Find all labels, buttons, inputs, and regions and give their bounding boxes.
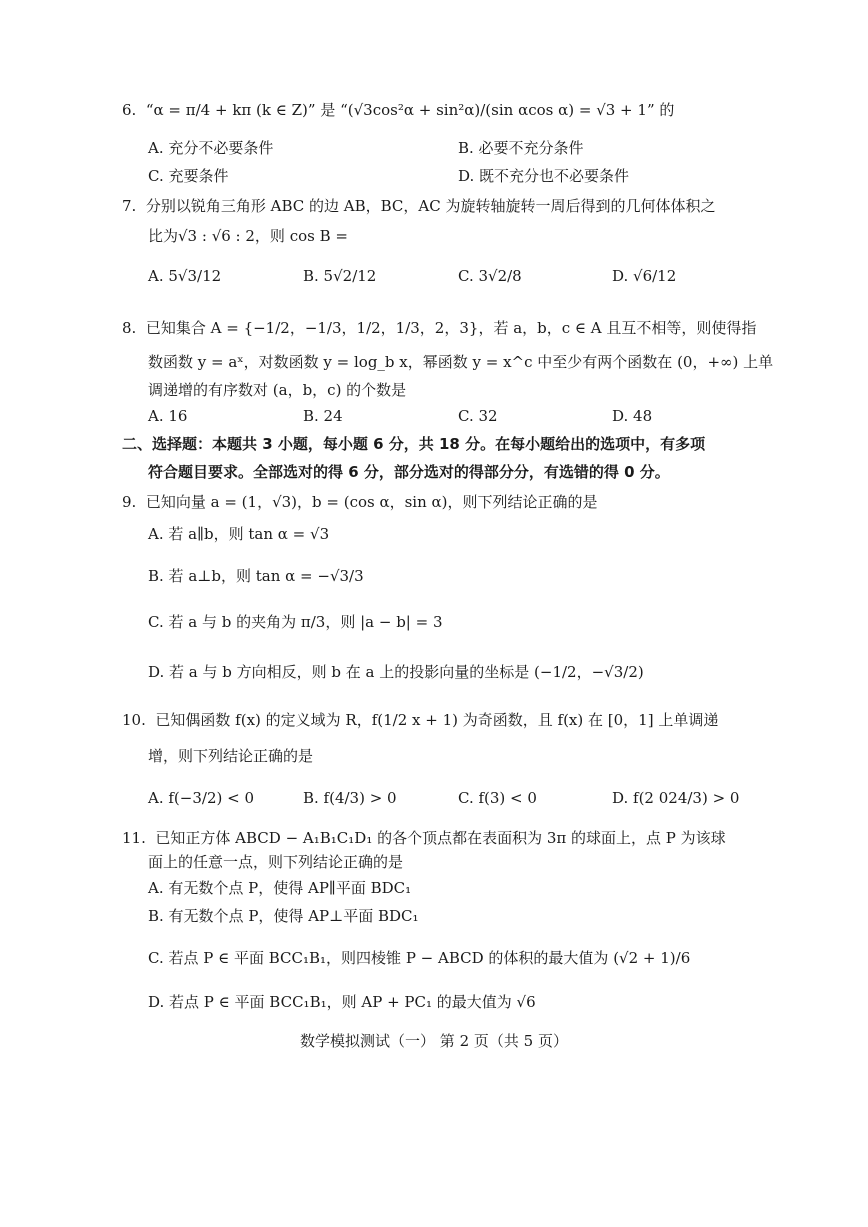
q6-option-a: A. 充分不必要条件 [148, 139, 274, 157]
q6-option-d: D. 既不充分也不必要条件 [458, 167, 630, 185]
q10-stem-1: 已知偶函数 f(x) 的定义域为 R，f(1/2 x + 1) 为奇函数，且 f(x) 在 [0，1] 上单调递 [155, 711, 719, 729]
q7-option-b: B. 5√2/12 [303, 267, 377, 285]
q8-stem-line-1 [122, 318, 756, 338]
q11-option-b: B. 有无数个点 P，使得 AP⊥平面 BDC₁ [148, 907, 419, 925]
q8-option-c: C. 32 [458, 407, 498, 425]
q11-option-c: C. 若点 P ∈ 平面 BCC₁B₁，则四棱锥 P − ABCD 的体积的最大值为 (√2 + 1)/6 [148, 949, 691, 967]
q6-stem: “α = π/4 + kπ (k ∈ Z)” 是 “(√3cos²α + sin²α)/(sin αcos α) = √3 + 1” 的 [145, 101, 675, 119]
q8-option-d: D. 48 [612, 407, 653, 425]
q9-option-c: C. 若 a 与 b 的夹角为 π/3，则 |a − b| = 3 [148, 613, 443, 631]
q7-option-a: A. 5√3/12 [148, 267, 222, 285]
q6-number: 6. [122, 101, 137, 119]
q8-stem-1: 已知集合 A = {−1/2，−1/3，1/2，1/3，2，3}，若 a，b，c ∈ A 且互不相等，则使得指 [145, 319, 757, 337]
q7-number: 7. [122, 197, 137, 215]
q10-number: 10. [122, 711, 146, 729]
q9-stem-line [122, 492, 598, 512]
q11-stem-2: 面上的任意一点，则下列结论正确的是 [148, 853, 404, 871]
q11-option-a: A. 有无数个点 P，使得 AP∥平面 BDC₁ [148, 879, 412, 897]
q7-stem-1: 分别以锐角三角形 ABC 的边 AB，BC，AC 为旋转轴旋转一周后得到的几何体体积之 [145, 197, 716, 215]
q8-option-b: B. 24 [303, 407, 343, 425]
q7-option-c: C. 3√2/8 [458, 267, 522, 285]
q10-stem-line-1 [122, 710, 718, 730]
q7-stem-2: 比为√3 : √6 : 2，则 cos B = [148, 227, 348, 245]
q11-stem-1: 已知正方体 ABCD − A₁B₁C₁D₁ 的各个顶点都在表面积为 3π 的球面上，点 P 为该球 [155, 829, 726, 847]
q7-option-d: D. √6/12 [612, 267, 677, 285]
q8-stem-2: 数函数 y = aˣ，对数函数 y = log_b x，幂函数 y = x^c 中至少有两个函数在 (0，+∞) 上单 [148, 353, 774, 371]
q10-option-b: B. f(4/3) > 0 [303, 789, 397, 807]
q6-option-b: B. 必要不充分条件 [458, 139, 584, 157]
section2-heading-line-2: 符合题目要求。全部选对的得 6 分，部分选对的得部分分，有选错的得 0 分。 [148, 463, 670, 481]
section2-heading-line-1: 二、选择题：本题共 3 小题，每小题 6 分，共 18 分。在每小题给出的选项中，有多项 [122, 435, 706, 453]
page-footer: 数学模拟测试（一） 第 2 页（共 5 页） [300, 1032, 568, 1050]
q9-stem: 已知向量 a = (1，√3)，b = (cos α，sin α)，则下列结论正确的是 [145, 493, 598, 511]
q10-option-c: C. f(3) < 0 [458, 789, 537, 807]
q10-option-d: D. f(2 024/3) > 0 [612, 789, 740, 807]
q10-stem-2: 增，则下列结论正确的是 [148, 747, 314, 765]
q10-option-a: A. f(−3/2) < 0 [148, 789, 254, 807]
q8-number: 8. [122, 319, 137, 337]
q11-option-d: D. 若点 P ∈ 平面 BCC₁B₁，则 AP + PC₁ 的最大值为 √6 [148, 993, 536, 1011]
q9-option-b: B. 若 a⊥b，则 tan α = −√3/3 [148, 567, 364, 585]
q11-number: 11. [122, 829, 146, 847]
q6-option-c: C. 充要条件 [148, 167, 229, 185]
q6-stem-line [122, 100, 674, 120]
q8-option-a: A. 16 [148, 407, 188, 425]
q8-stem-3: 调递增的有序数对 (a，b，c) 的个数是 [148, 381, 407, 399]
q11-stem-line-1 [122, 828, 726, 848]
q9-option-a: A. 若 a∥b，则 tan α = √3 [148, 525, 330, 543]
q9-number: 9. [122, 493, 137, 511]
q9-option-d: D. 若 a 与 b 方向相反，则 b 在 a 上的投影向量的坐标是 (−1/2，−√3/2) [148, 663, 644, 681]
q7-stem-line-1 [122, 196, 716, 216]
